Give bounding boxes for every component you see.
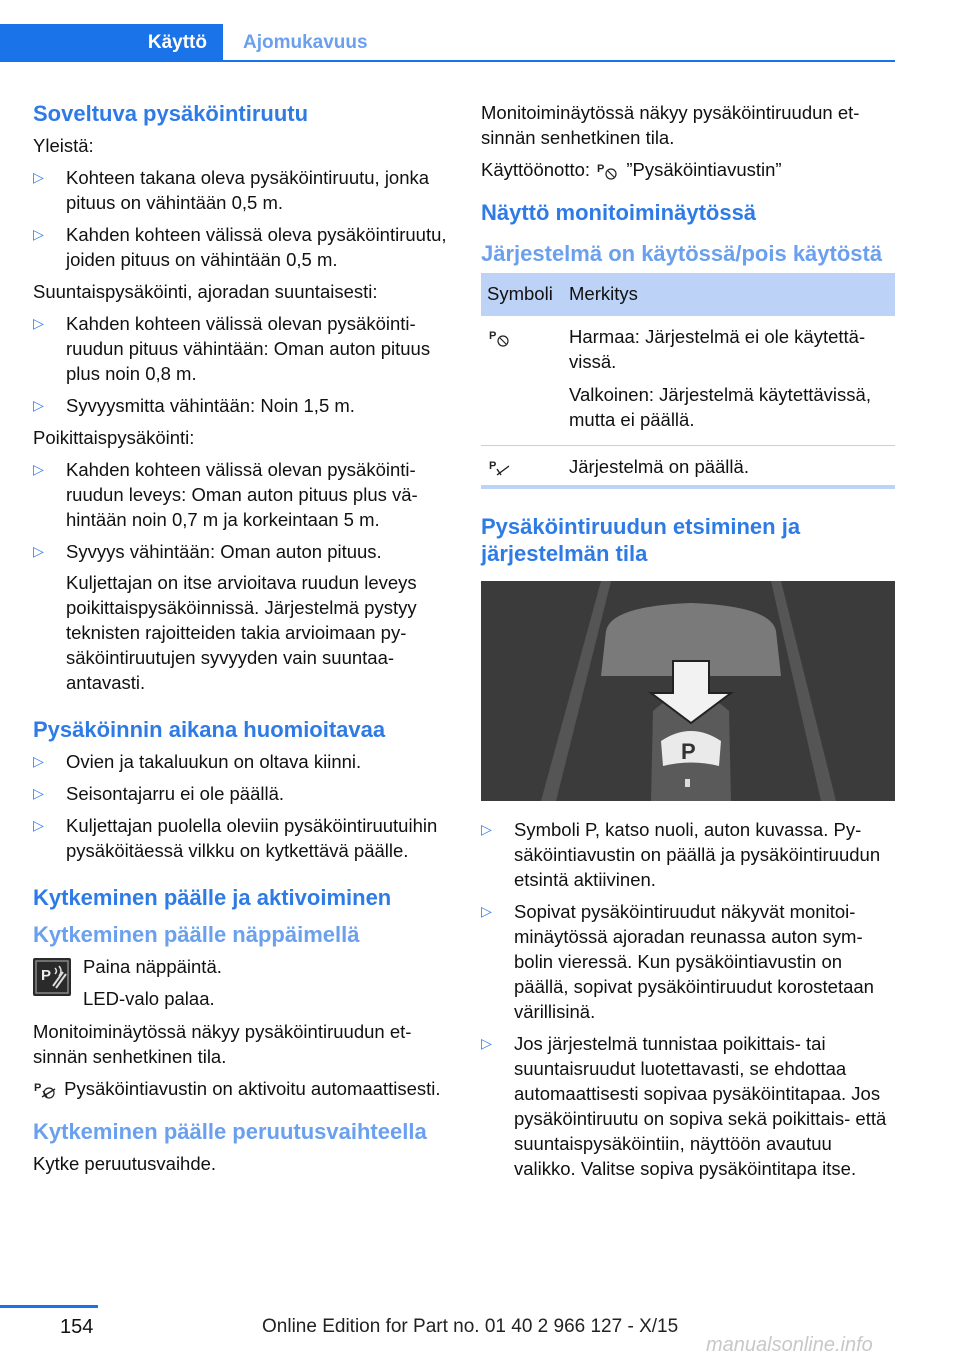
depth-note: Kuljettajan on itse arvioitava ruudun leveys poikittaispysäköinnissä. Järjestelmä pystyy teknisten rajoitteiden takia arvioimaan pysäköintiruutujen syvyyden vain suuntaa-antavasti. [66,572,417,693]
chapter-header [0,24,895,62]
svg-text:P: P [41,967,52,984]
svg-text:P: P [597,163,605,176]
svg-text:P: P [489,460,497,473]
heading-display: Näyttö monitoiminäytössä [481,200,757,225]
monitor-status-text: Monitoiminäytössä näkyy pysäköintiruudun etsinnän senhetkinen tila. [33,1021,412,1067]
watermark: manualsonline.info [706,1334,873,1356]
edition-text: Online Edition for Part no. 01 40 2 966 127 - X/15 [262,1316,679,1337]
perpendicular-list [33,457,450,695]
park-assist-icon [595,161,621,181]
general-list [33,165,450,272]
list-item: ▷ Syvyys vähintään: Oman auton pituus. Kuljettajan on itse arvioitava ruudun leveys poikittaispysäköinnissä. Järjestelmä pystyy teknisten rajoitteiden takia arvioimaan pysäköintiruutujen syvyyden vain suuntaa-antavasti. [33,539,450,695]
triangle-bullet-icon: ▷ [33,169,44,185]
list-item: ▷ Ovien ja takaluukun on oltava kiinni. [33,751,362,772]
triangle-bullet-icon: ▷ [481,1035,492,1051]
triangle-bullet-icon: ▷ [33,226,44,242]
right-column [481,100,895,1188]
table-header-row [481,273,895,316]
footer-rule [0,1305,98,1308]
tab-kaytto[interactable]: Käyttö [0,24,223,62]
symbol-table [481,273,895,489]
heading-activate: Kytkeminen päälle ja aktivoiminen [33,885,392,910]
tab-ajomukavuus[interactable]: Ajomukavuus [243,32,368,53]
triangle-bullet-icon: ▷ [33,753,44,769]
col-symbol: Symboli [481,273,563,316]
triangle-bullet-icon: ▷ [33,543,44,559]
page-number: 154 [60,1316,94,1338]
park-assist-off-icon [487,328,513,348]
list-item: ▷ Symboli P, katso nuoli, auton kuvassa. Pysäköintiavustin on päällä ja pysäköintiruudun etsintä aktiivinen. [481,819,881,890]
triangle-bullet-icon: ▷ [33,461,44,477]
list-item: ▷ Kahden kohteen välissä oleva pysäköintiruutu, joiden pituus on vähintään 0,5 m. [33,224,447,270]
svg-text:P: P [34,1082,42,1095]
left-column [33,100,450,1183]
heading-suitable-space: Soveltuva pysäköintiruutu [33,101,309,126]
park-assist-active-icon [33,1080,59,1100]
general-label: Yleistä: [33,135,94,156]
list-item: ▷ Jos järjestelmä tunnistaa poikittais- tai suuntaisruudut luotettavasti, se ehdottaa automaattisesti sopivaa pysäköintitapaa. Jos pysäköintiruutu on sopiva sekä poikittais- että suuntaispysäköintiin, näyttöön avautuu valikko. Valitse sopiva pysäköintitapa itse. [481,1033,887,1179]
heading-on-off: Järjestelmä on käytössä/pois käytöstä [481,241,883,266]
header-rule [0,60,895,62]
activation-line: Käyttöönotto: P ”Pysäköintiavustin” [481,159,782,180]
heading-search-status: Pysäköintiruudun etsiminen ja järjestelmän tila [481,514,801,566]
table-row: P Järjestelmä on päällä. [481,446,895,488]
press-key-text: Paina näppäintä. [83,956,222,977]
list-item: ▷ Kahden kohteen välissä olevan pysäköintiruudun pituus vähintään: Oman auton pituus plus noin 0,8 m. [33,313,431,384]
heading-reverse-activation: Kytkeminen päälle peruutusvaihteella [33,1119,427,1144]
triangle-bullet-icon: ▷ [33,785,44,801]
led-text: LED-valo palaa. [83,988,215,1009]
table-row: P Harmaa: Järjestelmä ei ole käytettävissä. Valkoinen: Järjestelmä käytettävissä, mutta ei päällä. [481,316,895,446]
list-item: ▷ Seisontajarru ei ole päällä. [33,783,285,804]
park-assist-on-icon [487,458,513,478]
triangle-bullet-icon: ▷ [33,397,44,413]
reverse-text: Kytke peruutusvaihde. [33,1153,217,1174]
col-meaning: Merkitys [563,273,895,316]
during-list [33,749,450,863]
triangle-bullet-icon: ▷ [481,903,492,919]
list-item: ▷ Kohteen takana oleva pysäköintiruutu, jonka pituus on vähintään 0,5 m. [33,167,430,213]
perpendicular-label: Poikittaispysäköinti: [33,427,195,448]
monitor-status-text-right: Monitoiminäytössä näkyy pysäköintiruudun etsinnän senhetkinen tila. [481,102,860,148]
park-assist-button-icon [33,958,71,996]
parking-display-figure [481,581,895,801]
list-item: ▷ Kuljettajan puolella oleviin pysäköintiruutuihin pysäköitäessä vilkku on kytkettävä päälle. [33,815,438,861]
search-list [481,817,895,1181]
list-item: ▷ Syvyysmitta vähintään: Noin 1,5 m. [33,395,355,416]
key-instruction [33,954,450,1011]
list-item: ▷ Kahden kohteen välissä olevan pysäköintiruudun leveys: Oman auton pituus plus vähintään noin 0,7 m ja korkeintaan 5 m. [33,459,418,530]
triangle-bullet-icon: ▷ [33,817,44,833]
auto-activated-text: P Pysäköintiavustin on aktivoitu automaattisesti. [34,1078,441,1099]
parallel-label: Suuntaispysäköinti, ajoradan suuntaisesti: [33,281,378,302]
list-item: ▷ Sopivat pysäköintiruudut näkyvät monitoiminäytössä ajoradan reunassa auton symbolin vieressä. Kun pysäköintiavustin on päällä, sopivat pysäköintiruudut korostetaan värillisinä. [481,901,874,1022]
figure-p-letter: P [681,739,696,764]
heading-during-parking: Pysäköinnin aikana huomioitavaa [33,717,386,742]
heading-button-activation: Kytkeminen päälle näppäimellä [33,922,360,947]
svg-text:P: P [489,330,497,343]
triangle-bullet-icon: ▷ [481,821,492,837]
parallel-list [33,311,450,418]
triangle-bullet-icon: ▷ [33,315,44,331]
